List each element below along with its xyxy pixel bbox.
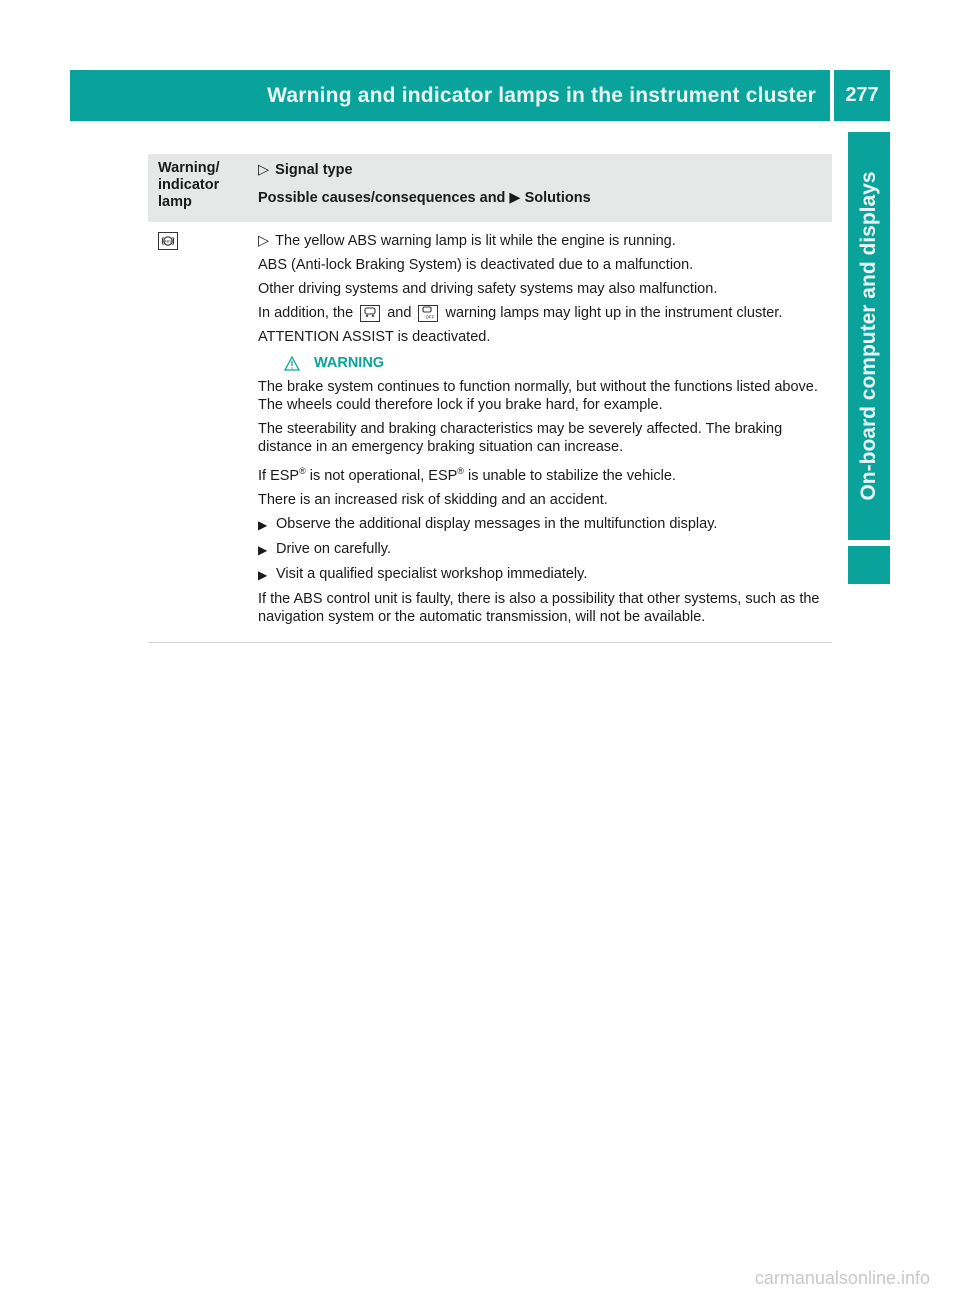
- action-arrow-icon: ▶: [258, 542, 268, 557]
- signal-type-text: ▷ The yellow ABS warning lamp is lit while the engine is running.: [258, 233, 676, 249]
- column-header-lamp: Warning/ indicator lamp: [158, 160, 220, 210]
- side-tab-label: On-board computer and displays: [857, 171, 880, 501]
- list-item: ▶ Drive on carefully.: [258, 540, 391, 557]
- cause-text: ABS (Anti-lock Braking System) is deactivated due to a malfunction.: [258, 257, 694, 273]
- warning-text-4: There is an increased risk of skidding and an accident.: [258, 491, 608, 508]
- table-header: [148, 154, 832, 222]
- consequence-text: Other driving systems and driving safety systems may also malfunction.: [258, 281, 718, 297]
- warning-text-1: The brake system continues to function normally, but without the functions listed above. The wheels could therefore lock if you brake hard, for example.: [258, 379, 818, 413]
- list-item: ▶ Observe the additional display messages in the multifunction display.: [258, 515, 718, 532]
- warning-heading: WARNING: [284, 354, 828, 372]
- warning-text-3: If ESP® is not operational, ESP® is unable to stabilize the vehicle.: [258, 466, 676, 484]
- brake-warning-icon: [360, 305, 380, 322]
- signal-arrow-icon: ▷: [258, 162, 270, 178]
- side-marker: [848, 546, 890, 584]
- svg-text:OFF: OFF: [425, 314, 435, 320]
- action-arrow-icon: ▶: [509, 190, 521, 206]
- page-title: Warning and indicator lamps in the instrument cluster: [267, 83, 816, 107]
- action-arrow-icon: ▶: [258, 517, 268, 532]
- attention-assist-text: ATTENTION ASSIST is deactivated.: [258, 329, 491, 345]
- final-note: If the ABS control unit is faulty, there is also a possibility that other systems, such as the navigation system or the automatic transmission, will not be available.: [258, 590, 820, 625]
- svg-text:ABS: ABS: [164, 239, 172, 244]
- signal-arrow-icon: ▷: [258, 233, 270, 249]
- column-header-signal: ▷ Signal type Possible causes/consequences and ▶ Solutions: [258, 162, 591, 206]
- action-arrow-icon: ▶: [258, 567, 268, 582]
- additional-lamps-text: In addition, the and OFF warning lamps may light up in the instrument cluster.: [258, 305, 783, 321]
- table-row: [148, 222, 832, 643]
- page-header: [70, 70, 830, 121]
- warning-text-2: The steerability and braking characteristics may be severely affected. The braking distance in an emergency braking situation can increase.: [258, 421, 783, 455]
- row-content: [258, 232, 828, 632]
- watermark: carmanualsonline.info: [754, 1268, 930, 1288]
- warning-triangle-icon: [284, 356, 300, 371]
- abs-lamp-icon: [158, 232, 178, 250]
- list-item: ▶ Visit a qualified specialist workshop immediately.: [258, 565, 588, 582]
- page-number: 277: [834, 70, 890, 121]
- esp-off-icon: [418, 305, 438, 322]
